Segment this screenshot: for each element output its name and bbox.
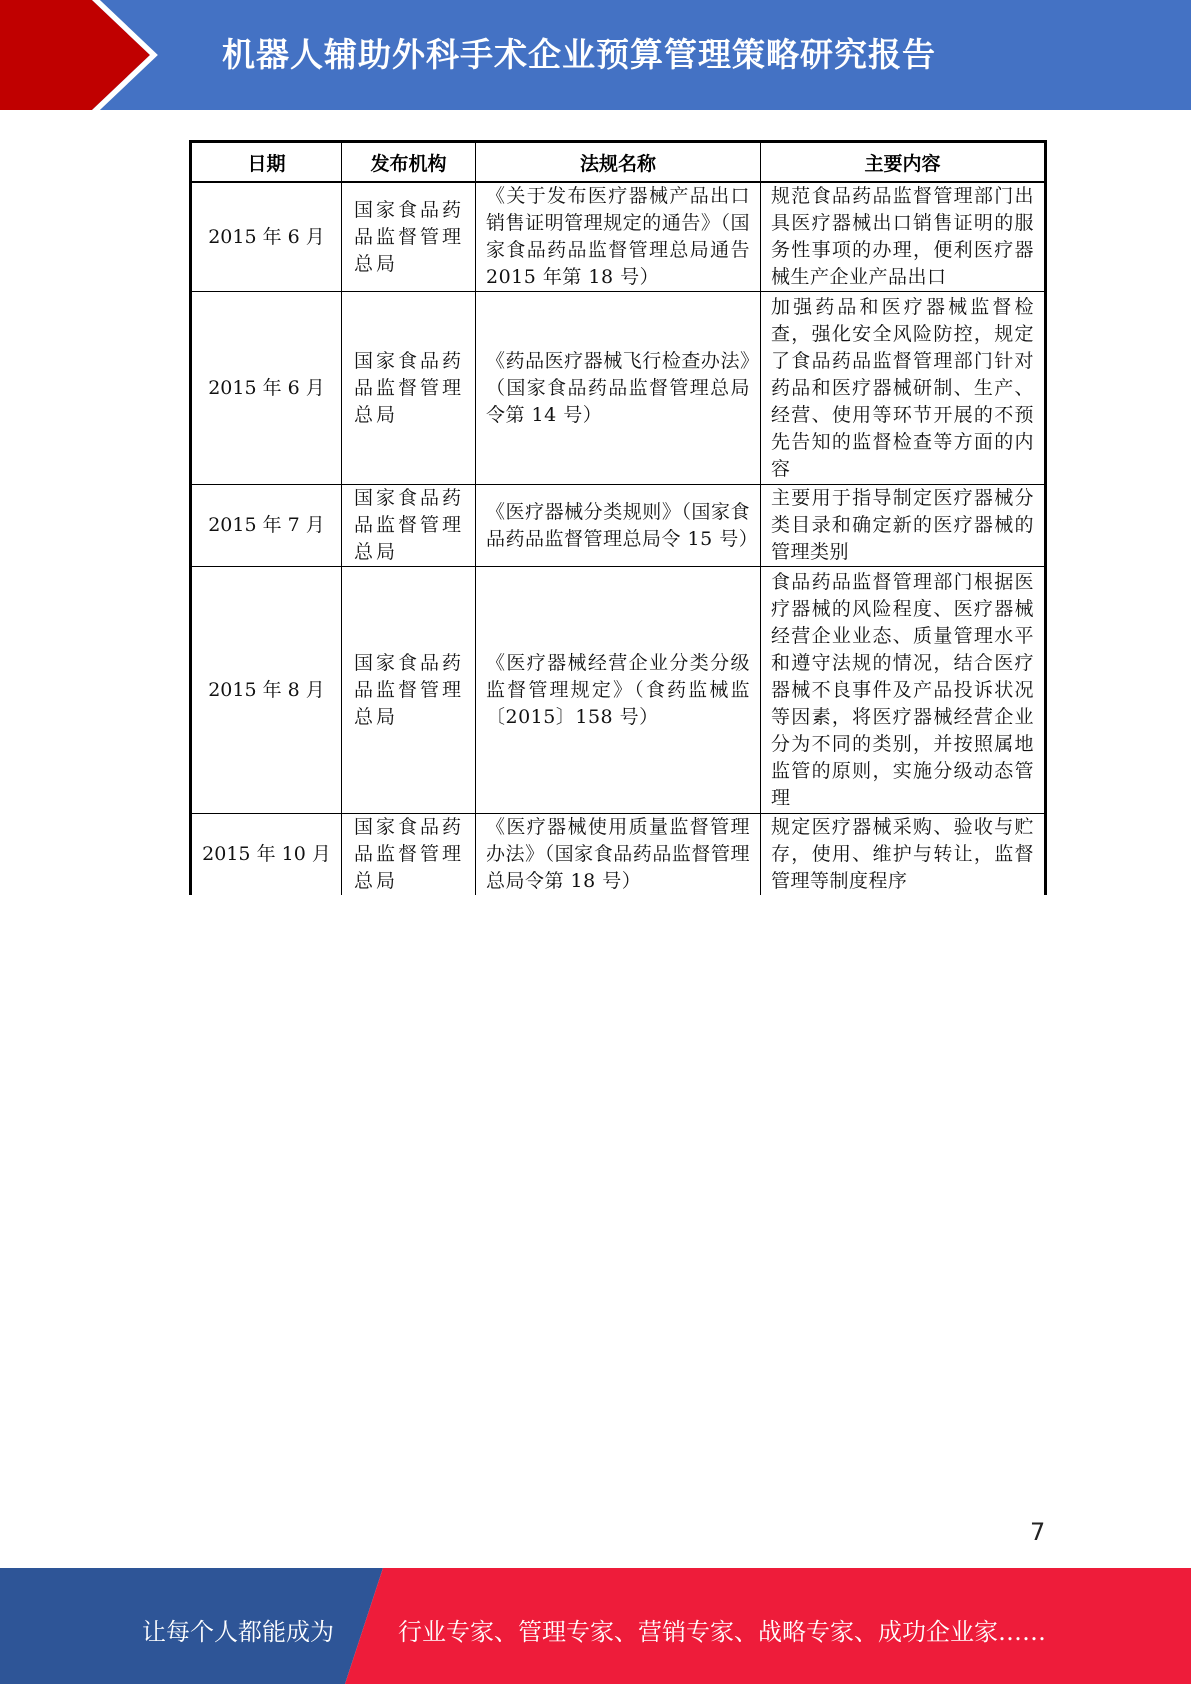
table-row [191, 567, 1046, 814]
cell-org: 国家食品药品监督管理总局 [342, 182, 476, 292]
column-header-content: 主要内容 [761, 142, 1046, 183]
regulations-table [189, 140, 1047, 895]
page-number: 7 [1030, 1518, 1046, 1546]
cell-org: 国家食品药品监督管理总局 [342, 485, 476, 567]
cell-org: 国家食品药品监督管理总局 [342, 292, 476, 485]
cell-content: 加强药品和医疗器械监督检查，强化安全风险防控，规定了食品药品监督管理部门针对药品和医疗器械研制、生产、经营、使用等环节开展的不预先告知的监督检查等方面的内容 [761, 292, 1046, 485]
table-row [191, 814, 1046, 896]
table-header-row [191, 142, 1046, 183]
cell-date: 2015 年 10 月 [191, 814, 342, 896]
cell-law: 《医疗器械分类规则》（国家食品药品监督管理总局令 15 号） [476, 485, 761, 567]
cell-law: 《医疗器械使用质量监督管理办法》（国家食品药品监督管理总局令第 18 号） [476, 814, 761, 896]
column-header-law: 法规名称 [476, 142, 761, 183]
cell-org: 国家食品药品监督管理总局 [342, 814, 476, 896]
column-header-org: 发布机构 [342, 142, 476, 183]
cell-date: 2015 年 6 月 [191, 182, 342, 292]
cell-content: 食品药品监督管理部门根据医疗器械的风险程度、医疗器械经营企业业态、质量管理水平和遵守法规的情况，结合医疗器械不良事件及产品投诉状况等因素，将医疗器械经营企业分为不同的类别，并按照属地监管的原则，实施分级动态管理 [761, 567, 1046, 814]
table-row [191, 292, 1046, 485]
footer-slogan-left: 让每个人都能成为 [142, 1618, 334, 1646]
cell-date: 2015 年 6 月 [191, 292, 342, 485]
cell-date: 2015 年 7 月 [191, 485, 342, 567]
cell-law: 《关于发布医疗器械产品出口销售证明管理规定的通告》（国家食品药品监督管理总局通告 2015 年第 18 号） [476, 182, 761, 292]
cell-law: 《医疗器械经营企业分类分级监督管理规定》（食药监械监〔2015〕158 号） [476, 567, 761, 814]
cell-content: 规定医疗器械采购、验收与贮存，使用、维护与转让，监督管理等制度程序 [761, 814, 1046, 896]
cell-content: 规范食品药品监督管理部门出具医疗器械出口销售证明的服务性事项的办理，便利医疗器械生产企业产品出口 [761, 182, 1046, 292]
cell-org: 国家食品药品监督管理总局 [342, 567, 476, 814]
table-row [191, 182, 1046, 292]
header-banner [0, 0, 1191, 110]
cell-date: 2015 年 8 月 [191, 567, 342, 814]
cell-law: 《药品医疗器械飞行检查办法》（国家食品药品监督管理总局令第 14 号） [476, 292, 761, 485]
header-chevron-decoration [0, 0, 160, 110]
column-header-date: 日期 [191, 142, 342, 183]
cell-content: 主要用于指导制定医疗器械分类目录和确定新的医疗器械的管理类别 [761, 485, 1046, 567]
footer-slogan-right: 行业专家、管理专家、营销专家、战略专家、成功企业家…… [398, 1618, 1046, 1646]
table-row [191, 485, 1046, 567]
report-title: 机器人辅助外科手术企业预算管理策略研究报告 [222, 35, 936, 74]
